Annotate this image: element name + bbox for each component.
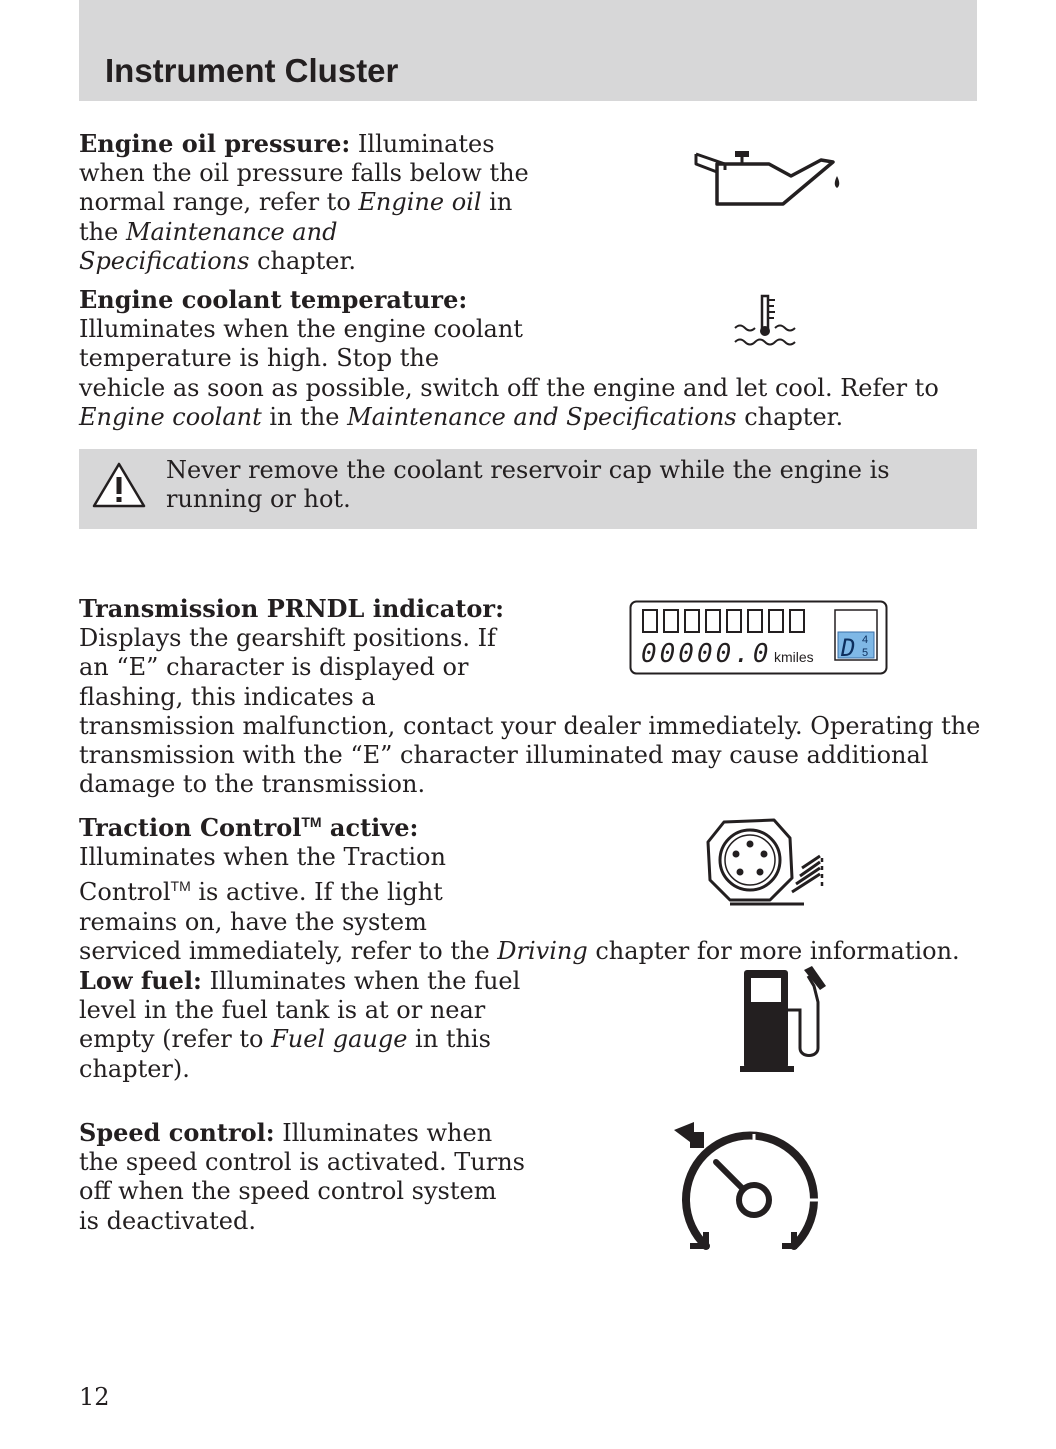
chapter-header xyxy=(79,0,977,101)
traction-control-label: Traction Control™ active: xyxy=(79,813,419,842)
prndl-label: Transmission PRNDL indicator: xyxy=(79,594,504,623)
warning-text: Never remove the coolant reservoir cap while the engine is running or hot. xyxy=(166,456,890,514)
odometer-prndl-display-icon xyxy=(629,600,889,676)
warning-box xyxy=(79,449,977,529)
coolant-temperature-icon xyxy=(733,294,801,350)
prndl-paragraph: Transmission PRNDL indicator: Displays the gearshift positions. If an “E” character is displayed or flashing, this indicates a transmission malfunction, contact your dealer immediately. Operating the transmission with the “E” character illuminated may cause additional damage to the transmission. xyxy=(79,594,981,799)
speed-control-paragraph: Speed control: Illuminates when the speed control is activated. Turns off when the speed control system is deactivated. xyxy=(79,1118,525,1235)
warning-triangle-icon xyxy=(91,461,147,509)
gear-indicator: D xyxy=(841,634,856,662)
odometer-reading: 00000.0 xyxy=(641,639,772,669)
odometer-unit: kmiles xyxy=(774,649,814,665)
traction-control-paragraph: Traction Control™ active: Illuminates when the Traction Control™ is active. If the light remains on, have the system serviced immediately, refer to the Driving chapter for more information. xyxy=(79,813,960,965)
coolant-temperature-paragraph: Engine coolant temperature: Illuminates when the engine coolant temperature is high. Stop the vehicle as soon as possible, switch off the engine and let cool. Refer to Engine coolant in the Maintenance and Specifications chapter. xyxy=(79,285,939,431)
gear-indicator-top: 4 xyxy=(862,634,869,646)
gear-indicator-bottom: 5 xyxy=(862,647,869,659)
oil-pressure-label: Engine oil pressure: xyxy=(79,129,351,158)
traction-control-icon xyxy=(704,816,830,908)
page-number: 12 xyxy=(79,1383,110,1411)
low-fuel-label: Low fuel: xyxy=(79,966,202,995)
fuel-pump-icon xyxy=(738,966,830,1074)
coolant-temperature-label: Engine coolant temperature: xyxy=(79,285,468,314)
oil-pressure-paragraph: Engine oil pressure: Illuminates when the oil pressure falls below the normal range, refer to Engine oil in the Maintenance and Specifications chapter. xyxy=(79,129,529,275)
page-title: Instrument Cluster xyxy=(105,52,399,89)
low-fuel-paragraph: Low fuel: Illuminates when the fuel level in the fuel tank is at or near empty (refer to Fuel gauge in this chapter). xyxy=(79,966,521,1083)
speed-control-label: Speed control: xyxy=(79,1118,275,1147)
oil-can-icon xyxy=(693,146,843,208)
speed-control-icon xyxy=(672,1120,828,1254)
